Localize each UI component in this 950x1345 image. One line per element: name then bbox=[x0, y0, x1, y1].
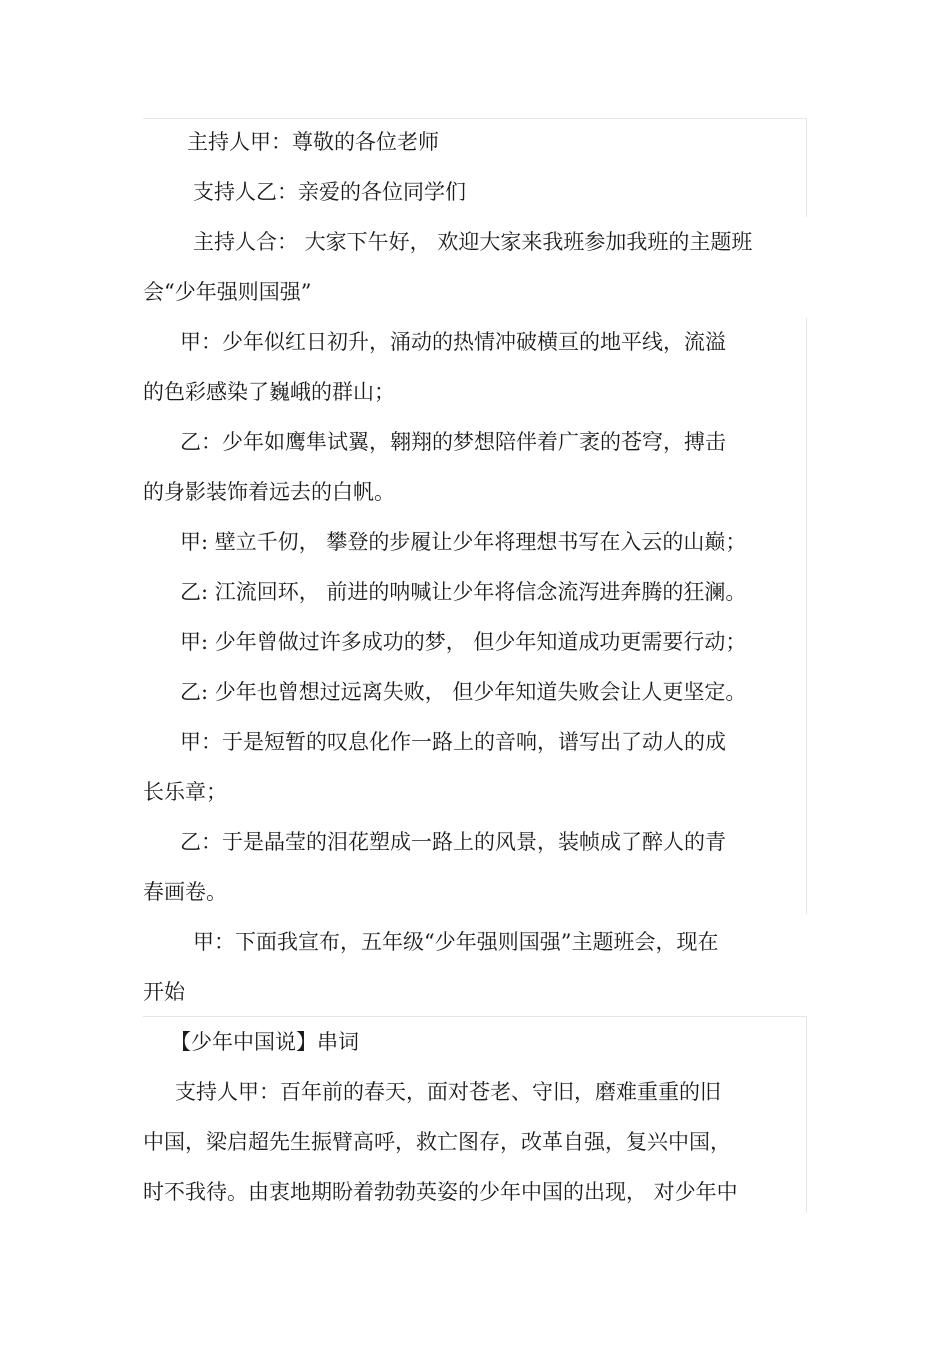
text-line: 主持人合： 大家下午好， 欢迎大家来我班参加我班的主题班 bbox=[193, 230, 753, 254]
text-line: 春画卷。 bbox=[143, 880, 227, 904]
text-line: 甲: 少年曾做过许多成功的梦， 但少年知道成功更需要行动； bbox=[180, 630, 747, 654]
text-line: 乙：少年如鹰隼试翼，翱翔的梦想陪伴着广袤的苍穹，搏击 bbox=[180, 430, 726, 454]
section-heading: 【少年中国说】串词 bbox=[170, 1030, 359, 1054]
text-line: 乙: 少年也曾想过远离失败， 但少年知道失败会让人更坚定。 bbox=[180, 680, 747, 704]
text-line: 中国，梁启超先生振臂高呼，救亡图存，改革自强，复兴中国， bbox=[143, 1130, 731, 1154]
text-line: 主持人甲：尊敬的各位老师 bbox=[187, 130, 439, 154]
text-line: 时不我待。由衷地期盼着勃勃英姿的少年中国的出现， 对少年中 bbox=[143, 1180, 738, 1204]
text-line: 支持人甲：百年前的春天，面对苍老、守旧，磨难重重的旧 bbox=[175, 1080, 721, 1104]
text-frame-2 bbox=[143, 318, 807, 914]
text-line: 甲：下面我宣布，五年级“少年强则国强”主题班会，现在 bbox=[193, 930, 719, 954]
text-line: 甲: 壁立千仞， 攀登的步履让少年将理想书写在入云的山巅； bbox=[180, 530, 747, 554]
text-line: 乙：于是晶莹的泪花塑成一路上的风景，装帧成了醉人的青 bbox=[180, 830, 726, 854]
text-line: 甲：于是短暂的叹息化作一路上的音响，谱写出了动人的成 bbox=[180, 730, 726, 754]
text-line: 乙: 江流回环， 前进的呐喊让少年将信念流泻进奔腾的狂澜。 bbox=[180, 580, 747, 604]
text-line: 甲：少年似红日初升，涌动的热情冲破横亘的地平线，流溢 bbox=[180, 330, 726, 354]
text-line: 的色彩感染了巍峨的群山； bbox=[143, 380, 395, 404]
text-line: 支持人乙：亲爱的各位同学们 bbox=[193, 180, 466, 204]
text-line: 开始 bbox=[143, 980, 185, 1004]
text-line: 长乐章； bbox=[143, 780, 227, 804]
text-line: 的身影装饰着远去的白帆。 bbox=[143, 480, 395, 504]
text-line: 会“少年强则国强” bbox=[143, 280, 312, 304]
